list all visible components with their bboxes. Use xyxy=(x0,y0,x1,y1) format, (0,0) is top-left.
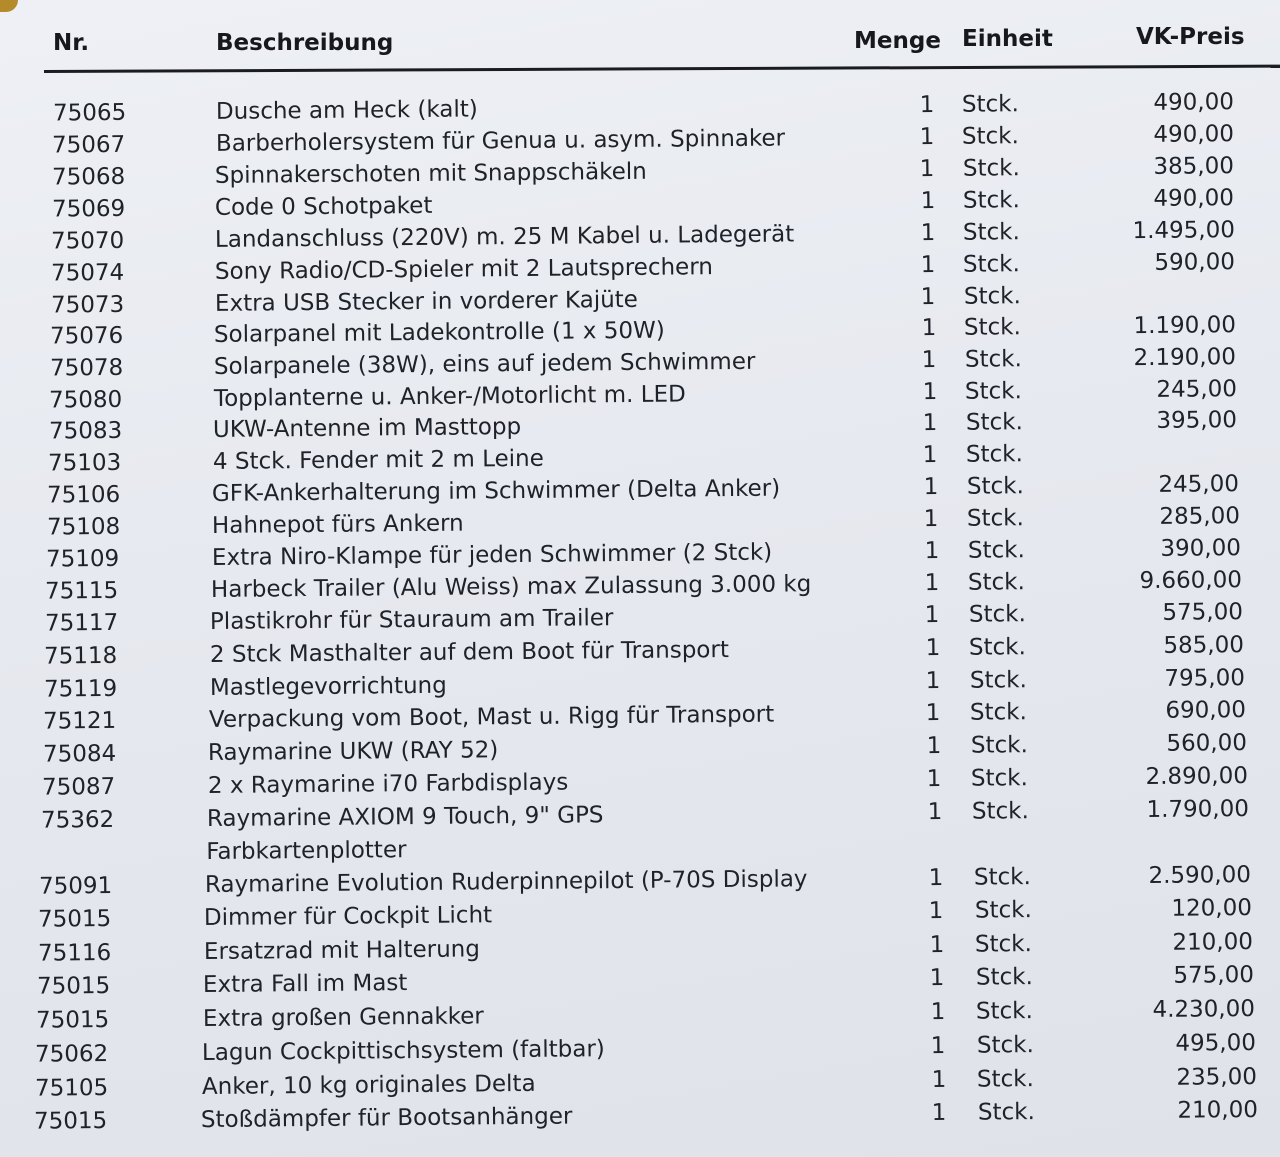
item-number: 75015 xyxy=(36,972,111,1000)
item-description: Ersatzrad mit Halterung xyxy=(203,936,481,966)
item-price: 235,00 xyxy=(1176,1063,1258,1091)
item-description: GFK-Ankerhalterung im Schwimmer (Delta Anker) xyxy=(211,475,781,507)
item-price: 245,00 xyxy=(1156,376,1238,403)
item-number: 75070 xyxy=(50,227,125,255)
item-quantity: 1 xyxy=(921,315,937,342)
item-quantity: 1 xyxy=(927,798,943,826)
item-price: 2.590,00 xyxy=(1148,861,1252,889)
item-description: Raymarine UKW (RAY 52) xyxy=(207,737,499,767)
item-unit: Stck. xyxy=(963,314,1021,341)
item-number: 75108 xyxy=(46,513,121,541)
item-number: 75115 xyxy=(44,577,119,605)
item-number: 75067 xyxy=(51,131,126,159)
header-nr: Nr. xyxy=(53,30,90,56)
item-number: 75078 xyxy=(49,354,124,382)
item-unit: Stck. xyxy=(975,998,1033,1025)
item-price: 1.790,00 xyxy=(1146,796,1250,823)
item-price: 385,00 xyxy=(1153,153,1235,180)
item-description: Dimmer für Cockpit Licht xyxy=(203,902,493,932)
item-quantity: 1 xyxy=(919,92,935,119)
item-description: Lagun Cockpittischsystem (faltbar) xyxy=(201,1036,605,1067)
item-quantity: 1 xyxy=(924,569,940,597)
item-price: 395,00 xyxy=(1156,407,1238,434)
item-description: Mastlegevorrichtung xyxy=(209,672,447,701)
item-price: 2.190,00 xyxy=(1133,344,1237,372)
item-quantity: 1 xyxy=(923,505,939,533)
item-quantity: 1 xyxy=(921,347,937,374)
item-price: 1.495,00 xyxy=(1132,217,1236,245)
header-vk-preis: VK-Preis xyxy=(1136,24,1245,50)
item-quantity: 1 xyxy=(928,897,944,925)
item-price: 490,00 xyxy=(1153,185,1235,212)
item-description: Barberholersystem für Genua u. asym. Spinnaker xyxy=(215,125,786,157)
item-unit: Stck. xyxy=(974,897,1032,924)
item-quantity: 1 xyxy=(931,1066,947,1094)
item-unit: Stck. xyxy=(976,1066,1034,1093)
item-price: 4.230,00 xyxy=(1152,995,1256,1023)
item-quantity: 1 xyxy=(922,410,938,437)
item-description: Raymarine AXIOM 9 Touch, 9" GPS xyxy=(206,802,604,833)
item-price: 245,00 xyxy=(1158,471,1240,498)
item-quantity: 1 xyxy=(924,601,940,629)
item-description: 2 Stck Masthalter auf dem Boot für Transport xyxy=(209,637,730,668)
item-description: UKW-Antenne im Masttopp xyxy=(212,413,522,443)
item-price: 490,00 xyxy=(1153,121,1235,148)
item-unit: Stck. xyxy=(969,699,1027,726)
item-description: Sony Radio/CD-Spieler mit 2 Lautsprechern xyxy=(214,254,714,285)
item-unit: Stck. xyxy=(968,601,1026,628)
item-quantity: 1 xyxy=(920,252,936,279)
item-unit: Stck. xyxy=(962,251,1020,278)
item-number: 75362 xyxy=(40,806,115,834)
item-price: 9.660,00 xyxy=(1139,567,1243,595)
item-unit: Stck. xyxy=(970,732,1028,759)
item-description-continued: Farbkartenplotter xyxy=(206,837,407,866)
item-description: Hahnepot fürs Ankern xyxy=(211,510,464,539)
item-price: 495,00 xyxy=(1175,1029,1257,1057)
item-number: 75062 xyxy=(34,1040,109,1068)
item-number: 75068 xyxy=(51,163,126,191)
item-price: 585,00 xyxy=(1163,632,1245,659)
item-quantity: 1 xyxy=(926,732,942,760)
item-price: 490,00 xyxy=(1153,89,1235,116)
item-quantity: 1 xyxy=(925,634,941,662)
item-number: 75117 xyxy=(44,609,119,637)
item-quantity: 1 xyxy=(925,667,941,695)
item-number: 75103 xyxy=(47,449,122,477)
item-quantity: 1 xyxy=(919,124,935,151)
item-description: 2 x Raymarine i70 Farbdisplays xyxy=(207,769,569,800)
item-quantity: 1 xyxy=(930,998,946,1026)
item-description: Dusche am Heck (kalt) xyxy=(215,96,478,125)
item-number: 75015 xyxy=(37,905,112,933)
item-description: Solarpanele (38W), eins auf jedem Schwimmer xyxy=(213,348,756,380)
header-menge: Menge xyxy=(854,28,941,54)
item-number: 75119 xyxy=(43,675,118,703)
item-unit: Stck. xyxy=(965,441,1023,468)
item-unit: Stck. xyxy=(963,283,1021,310)
item-quantity: 1 xyxy=(931,1099,947,1127)
item-number: 75073 xyxy=(50,291,125,319)
item-description: Anker, 10 kg originales Delta xyxy=(201,1070,536,1101)
item-description: Extra USB Stecker in vorderer Kajüte xyxy=(214,286,639,317)
item-quantity: 1 xyxy=(920,220,936,247)
item-description: 4 Stck. Fender mit 2 m Leine xyxy=(212,445,544,475)
item-number: 75084 xyxy=(42,740,117,768)
item-description: Code 0 Schotpaket xyxy=(214,192,433,221)
item-number: 75121 xyxy=(42,707,117,735)
item-quantity: 1 xyxy=(930,1032,946,1060)
item-price: 1.190,00 xyxy=(1133,312,1237,340)
item-unit: Stck. xyxy=(974,931,1032,958)
item-quantity: 1 xyxy=(926,765,942,793)
item-description: Topplanterne u. Anker-/Motorlicht m. LED xyxy=(213,381,686,412)
item-quantity: 1 xyxy=(929,931,945,959)
item-number: 75080 xyxy=(48,386,123,414)
item-unit: Stck. xyxy=(964,378,1022,405)
item-unit: Stck. xyxy=(977,1099,1035,1126)
item-description: Harbeck Trailer (Alu Weiss) max Zulassung 3.000 kg xyxy=(210,571,812,603)
item-number: 75118 xyxy=(43,642,118,670)
item-quantity: 1 xyxy=(928,864,944,892)
item-unit: Stck. xyxy=(965,409,1023,436)
item-unit: Stck. xyxy=(962,187,1020,214)
item-number: 75074 xyxy=(50,259,125,287)
item-description: Verpackung vom Boot, Mast u. Rigg für Transport xyxy=(208,701,775,733)
item-quantity: 1 xyxy=(925,699,941,727)
item-description: Spinnakerschoten mit Snappschäkeln xyxy=(214,158,647,189)
item-price: 560,00 xyxy=(1166,730,1248,757)
item-price: 575,00 xyxy=(1173,961,1255,989)
item-unit: Stck. xyxy=(970,765,1028,792)
item-quantity: 1 xyxy=(929,964,945,992)
item-description: Extra Niro-Klampe für jeden Schwimmer (2 Stck) xyxy=(211,539,773,571)
item-number: 75105 xyxy=(34,1074,109,1102)
item-number: 75091 xyxy=(38,872,113,900)
item-price: 285,00 xyxy=(1159,503,1241,530)
item-description: Stoßdämpfer für Bootsanhänger xyxy=(200,1103,573,1134)
item-number: 75087 xyxy=(41,773,116,801)
item-quantity: 1 xyxy=(923,473,939,501)
item-number: 75106 xyxy=(46,481,121,509)
item-unit: Stck. xyxy=(971,798,1029,825)
item-unit: Stck. xyxy=(966,473,1024,500)
item-number: 75015 xyxy=(33,1107,108,1135)
item-price: 210,00 xyxy=(1172,928,1254,956)
item-price: 390,00 xyxy=(1160,535,1242,562)
item-quantity: 1 xyxy=(920,188,936,215)
item-quantity: 1 xyxy=(922,379,938,406)
item-number: 75083 xyxy=(48,417,123,445)
item-unit: Stck. xyxy=(962,155,1020,182)
item-unit: Stck. xyxy=(962,219,1020,246)
item-description: Extra Fall im Mast xyxy=(202,970,408,999)
item-number: 75076 xyxy=(49,322,124,350)
item-quantity: 1 xyxy=(919,156,935,183)
item-price: 690,00 xyxy=(1165,697,1247,724)
item-unit: Stck. xyxy=(961,123,1019,150)
item-number: 75109 xyxy=(45,545,120,573)
item-description: Plastikrohr für Stauraum am Trailer xyxy=(209,605,614,635)
item-unit: Stck. xyxy=(967,537,1025,564)
item-number: 75069 xyxy=(51,195,126,223)
item-unit: Stck. xyxy=(968,634,1026,661)
item-number: 75015 xyxy=(35,1006,110,1034)
item-unit: Stck. xyxy=(966,505,1024,532)
item-price: 210,00 xyxy=(1177,1096,1259,1124)
item-quantity: 1 xyxy=(920,284,936,311)
item-unit: Stck. xyxy=(973,864,1031,891)
item-price: 2.890,00 xyxy=(1145,763,1249,791)
item-price: 575,00 xyxy=(1162,599,1244,626)
item-unit: Stck. xyxy=(976,1032,1034,1059)
item-description: Extra großen Gennakker xyxy=(202,1003,484,1033)
item-unit: Stck. xyxy=(969,667,1027,694)
item-price: 590,00 xyxy=(1154,249,1236,276)
item-price: 120,00 xyxy=(1171,894,1253,922)
item-unit: Stck. xyxy=(961,91,1019,118)
item-unit: Stck. xyxy=(964,346,1022,373)
item-number: 75065 xyxy=(52,99,127,127)
item-description: Raymarine Evolution Ruderpinnepilot (P-70S Display xyxy=(204,866,808,899)
header-einheit: Einheit xyxy=(962,26,1053,52)
item-unit: Stck. xyxy=(967,569,1025,596)
item-quantity: 1 xyxy=(922,442,938,469)
header-beschreibung: Beschreibung xyxy=(216,30,394,56)
item-number: 75116 xyxy=(37,939,112,967)
item-unit: Stck. xyxy=(975,964,1033,991)
item-quantity: 1 xyxy=(924,537,940,565)
item-description: Solarpanel mit Ladekontrolle (1 x 50W) xyxy=(213,317,665,348)
item-price: 795,00 xyxy=(1164,665,1246,692)
item-description: Landanschluss (220V) m. 25 M Kabel u. Ladegerät xyxy=(214,221,795,253)
